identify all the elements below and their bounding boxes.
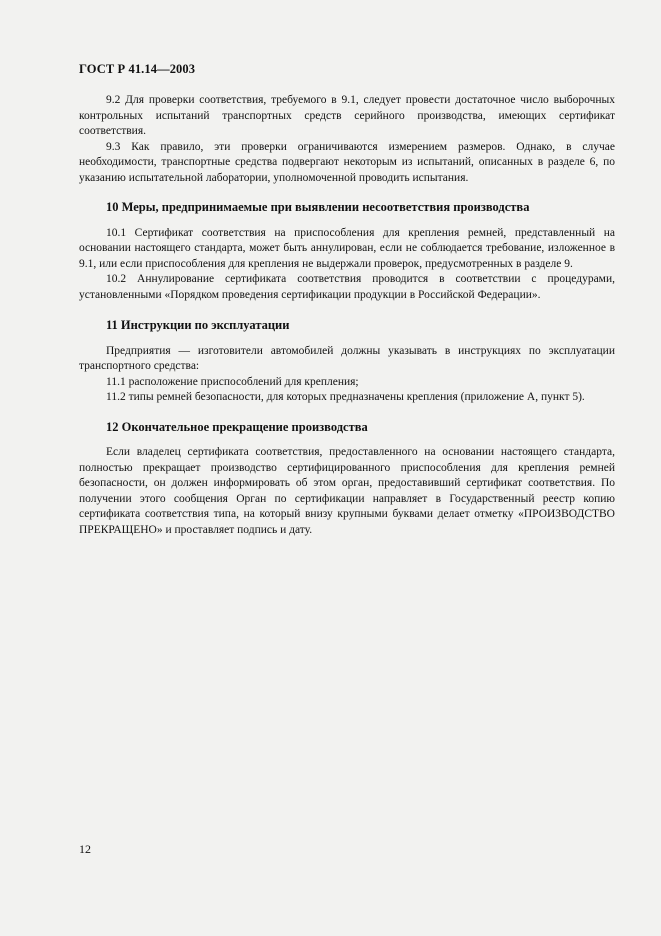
section-11-heading: 11 Инструкции по эксплуатации	[106, 318, 290, 332]
document-body	[79, 93, 615, 538]
paragraph-12: Если владелец сертификата соответствия, предоставленного на основании настоящего стандарта, полностью прекращает производство сертифицированного приспособления для крепления ремней безопасности, он должен информировать об этом орган, предоставивший сертификат соответствия. По получении этого сообщения Орган по сертификации направляет в Государственный реестр копию сертификата соответствия типа, на который внизу крупными буквами делает отметку «ПРОИЗВОДСТВО ПРЕКРАЩЕНО» и проставляет подпись и дату.	[79, 446, 615, 536]
paragraph-11-intro: Предприятия — изготовители автомобилей должны указывать в инструкциях по эксплуатации транспортного средства:	[79, 344, 615, 372]
page-number: 12	[79, 842, 91, 856]
section-12-heading: 12 Окончательное прекращение производства	[106, 419, 368, 434]
paragraph-9-3: 9.3 Как правило, эти проверки ограничиваются измерением размеров. Однако, в случае необходимости, транспортные средства подвергают некоторым из испытаний, описанных в разделе 6, по указанию испытательной лаборатории, уполномоченной проводить испытания.	[79, 140, 615, 184]
paragraph-10-1: 10.1 Сертификат соответствия на приспособления для крепления ремней, представленный на основании настоящего стандарта, может быть аннулирован, если не соблюдается требование, изложенное в 9.1, или если приспособления для крепления не выдержали проверок, предусмотренных в разделе 9.	[79, 226, 615, 270]
paragraph-11-1: 11.1 расположение приспособлений для крепления;	[106, 375, 359, 388]
document-header: ГОСТ Р 41.14—2003	[79, 62, 196, 76]
paragraph-11-2: 11.2 типы ремней безопасности, для которых предназначены крепления (приложение А, пункт 5).	[106, 391, 585, 403]
paragraph-9-2: 9.2 Для проверки соответствия, требуемого в 9.1, следует провести достаточное число выборочных контрольных испытаний транспортных средств серийного производства, имеющих сертификат соответствия.	[79, 94, 615, 137]
paragraph-10-2: 10.2 Аннулирование сертификата соответствия проводится в соответствии с процедурами, установленными «Порядком проведения сертификации продукции в Российской Федерации».	[79, 273, 615, 301]
section-10-heading: 10 Меры, предпринимаемые при выявлении несоответствия производства	[106, 200, 530, 214]
